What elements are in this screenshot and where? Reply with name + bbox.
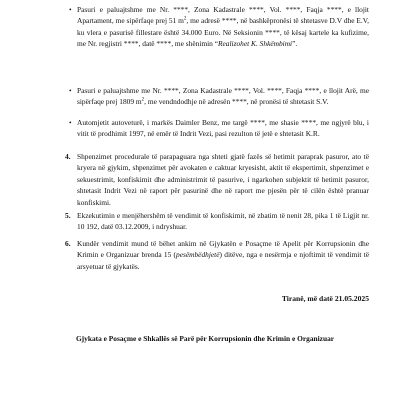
item-text: Shpenzimet procedurale të parapaguara nga shteti gjatë fazës së hetimit paraprak pasuror, ato të kryera në gjykim, shpenzimet për avokaten e caktuar kryesisht, aktit të ekspertimit, shpenzimet e sekuestrimit, konfiskimit dhe administrimit të pasurive, i ngarkohen subjektit të hetimit pasuror, shtetasit Indrit Vezi në raport për pasurinë dhe në raport me pjesën për të cilën është pranuar konfiskimi. bbox=[77, 152, 369, 207]
item-text: Ekzekutimin e menjëhershëm të vendimit të konfiskimit, në zbatim të nenit 28, pika 1 të Ligjit nr. 10 192, datë 03.12.2009, i ndryshuar. bbox=[77, 211, 369, 232]
bullet-icon: • bbox=[69, 118, 72, 127]
bullet-icon: • bbox=[69, 86, 72, 95]
property-bullet-apartment bbox=[69, 4, 369, 50]
numbered-item-5 bbox=[65, 210, 369, 233]
numbered-item-6 bbox=[65, 238, 369, 272]
bullet-text: Automjetit autoveturë, i markës Daimler Benz, me targë ****, me shasie ****, me ngjyrë blu, i vitit të prodhimit 1997, në emër të Indrit Vezi, pasi rezulton të jetë e shtetasit K.R. bbox=[77, 118, 369, 139]
item-number: 6. bbox=[65, 239, 71, 248]
item-number: 4. bbox=[65, 152, 71, 161]
place-date-line: Tiranë, më datë 21.05.2025 bbox=[281, 294, 369, 303]
item-number: 5. bbox=[65, 211, 71, 220]
property-bullet-vehicle bbox=[69, 117, 369, 140]
bullet-text: Pasuri e paluajtshme me Nr. ****, Zona Kadastrale ****, Vol. ****, Faqja ****, e llojit Arë, me sipërfaqe prej 1809 $m^2$, me vendndodhje në adresën ****, në pronësi të shtetasit S.V. bbox=[77, 86, 369, 107]
numbered-item-4 bbox=[65, 151, 369, 208]
item-text: Kundër vendimit mund të bëhet ankim në Gjykatën e Posaçme të Apelit për Korrupsionin dhe Krimin e Organizuar brenda 15 (pesëmbëdhjetë) ditëve, nga e nesërmja e njoftimit të vendimit të arsyetuar të gjykatës. bbox=[77, 239, 369, 271]
property-bullet-land bbox=[69, 85, 369, 108]
bullet-text: Pasuri e paluajtshme me Nr. ****, Zona Kadastrale ****, Vol. ****, Faqja ****, e llojit Apartament, me sipërfaqe prej 51 $m^2$, me adresë ****, në bashkëpronësi të shtetasve D.V dhe E.V, ku vlera e pasurisë fillestare është 34.000 Euro. Në Seksionin ****, të kësaj kartele ka kufizime, me Nr. regjistri ****, datë ****, me shënimin “Realizohet K. Shkëmbimi”. bbox=[77, 5, 369, 49]
court-name-footer: Gjykata e Posaçme e Shkallës së Parë për Korrupsionin dhe Krimin e Organizuar bbox=[75, 334, 335, 343]
bullet-icon: • bbox=[69, 5, 72, 14]
